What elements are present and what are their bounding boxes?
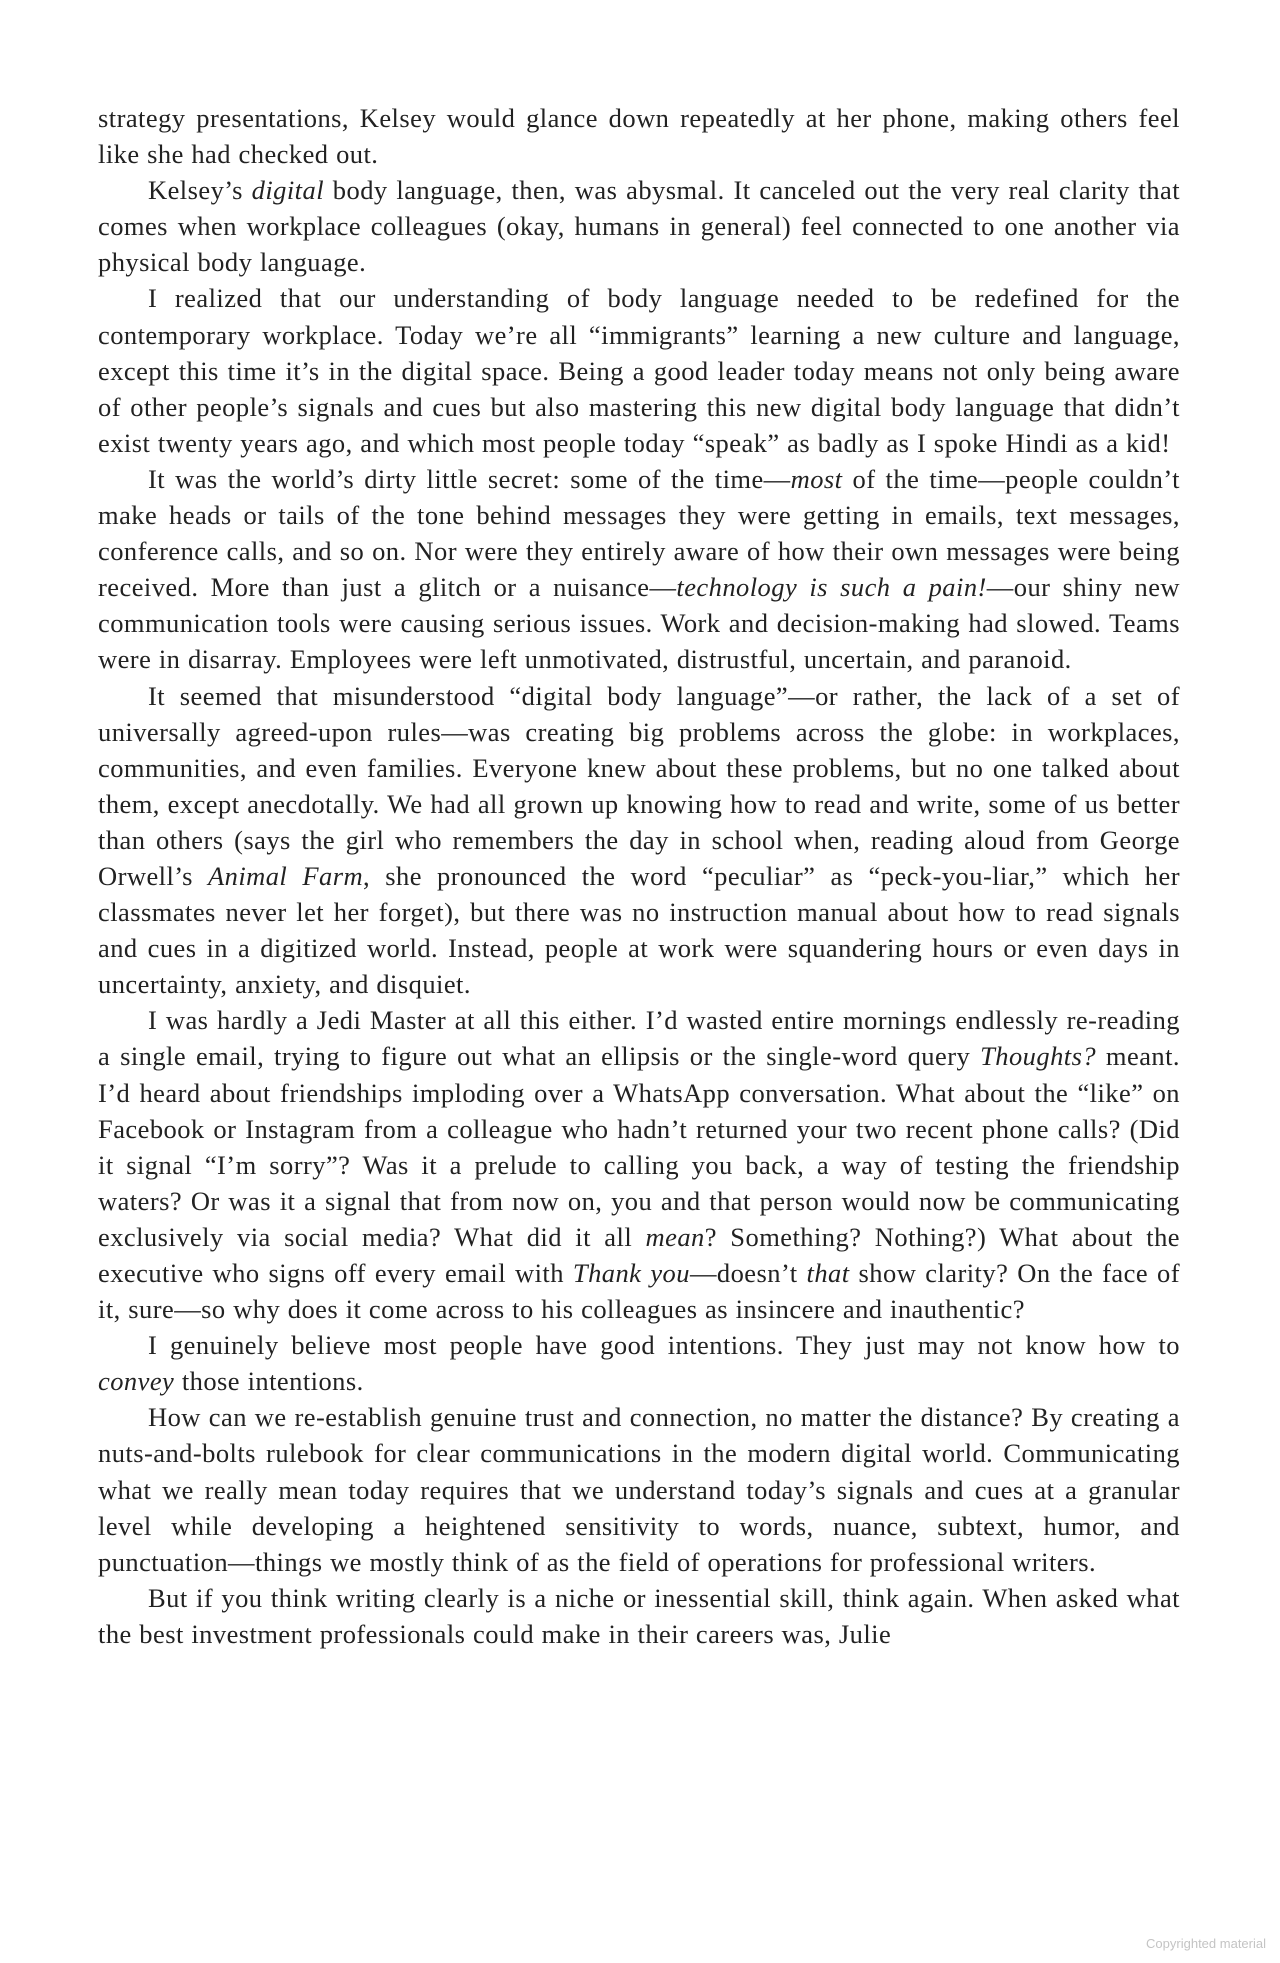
text-run: It seemed that misunderstood “digital body language”—or rather, the lack of a set of universally agreed-upon rules—was creating big problems across the globe: in workplaces, communities, and even families. Everyone knew about these problems, but no one talked about them, except anecdotally. We had all grown up knowing how to read and write, some of us better than others (says the girl who remembers the day in school when, reading aloud from George Orwell’s [98,680,1180,891]
text-run: It was the world’s dirty little secret: some of the time— [148,463,791,494]
text-run: Kelsey’s [148,175,252,206]
text-run: , she pronounced the word “peculiar” as “peck-you-liar,” which her classmates never let her forget), but there was no instruction manual about how to read signals and cues in a digitized world. Instead, people at work were squandering hours or even days in uncertainty, anxiety, and disquiet. [98,860,1180,1000]
italic-run: convey [98,1366,175,1397]
paragraph-5 [98,678,1180,1003]
italic-run: most [790,463,843,494]
text-run: —our shiny new communication tools were causing serious issues. Work and decision-making had slowed. Teams were in disarray. Employees were left unmotivated, distrustful, uncertain, and paranoid. [98,572,1180,675]
paragraph-9 [98,1580,1180,1652]
italic-run: digital [251,175,325,206]
text-run: of the time—people couldn’t make heads or tails of the tone behind messages they were getting in emails, text messages, conference calls, and so on. Nor were they entirely aware of how their own messages were being received. More than just a glitch or a nuisance— [98,463,1180,603]
text-run: I was hardly a Jedi Master at all this either. I’d wasted entire mornings endlessly re-reading a single email, trying to figure out what an ellipsis or the single-word query [98,1005,1180,1072]
italic-run: Animal Farm [207,860,364,891]
page-body [98,100,1180,1652]
text-run: meant. I’d heard about friendships imploding over a WhatsApp conversation. What about the “like” on Facebook or Instagram from a colleague who hadn’t returned your two recent phone calls? (Did it signal “I’m sorry”? Was it a prelude to calling you back, a way of testing the friendship waters? Or was it a signal that from now on, you and that person would now be communicating exclusively via social media? What did it all [98,1041,1180,1252]
paragraph-4 [98,461,1180,678]
paragraph-8 [98,1399,1180,1579]
italic-run: technology is such a pain! [676,572,987,603]
text-run: body language, then, was abysmal. It canceled out the very real clarity that comes when workplace colleagues (okay, humans in general) feel connected to one another via physical body language. [98,175,1181,278]
italic-run: Thoughts? [980,1041,1097,1072]
italic-run: Thank you [572,1258,690,1288]
paragraph-2 [98,172,1180,280]
text-run: ? Something? Nothing?) What about the executive who signs off every email with [98,1221,1180,1288]
italic-run: mean [645,1221,705,1252]
text-run: I genuinely believe most people have good intentions. They just may not know how to [148,1330,1180,1361]
text-run: strategy presentations, Kelsey would glance down repeatedly at her phone, making others feel like she had checked out. [98,103,1180,170]
italic-run: that [806,1258,850,1288]
text-run: How can we re-establish genuine trust and connection, no matter the distance? By creating a nuts-and-bolts rulebook for clear communications in the modern digital world. Communicating what we really mean today requires that we understand today’s signals and cues at a granular level while developing a heightened sensitivity to words, nuance, subtext, humor, and punctuation—things we mostly think of as the field of operations for professional writers. [98,1402,1180,1577]
copyright-watermark: Copyrighted material [1146,1936,1266,1951]
paragraph-3 [98,280,1180,460]
text-run: show clarity? On the face of it, sure—so why does it come across to his colleagues as insincere and inauthentic? [98,1258,1180,1325]
paragraph-7 [98,1327,1180,1399]
text-run: those intentions. [174,1366,364,1397]
text-run: But if you think writing clearly is a niche or inessential skill, think again. When asked what the best investment professionals could make in their careers was, Julie [98,1582,1180,1649]
text-run: I realized that our understanding of body language needed to be redefined for the contemporary workplace. Today we’re all “immigrants” learning a new culture and language, except this time it’s in the digital space. Being a good leader today means not only being aware of other people’s signals and cues but also mastering this new digital body language that didn’t exist twenty years ago, and which most people today “speak” as badly as I spoke Hindi as a kid! [98,283,1180,458]
paragraph-6 [98,1002,1180,1327]
paragraph-1 [98,100,1180,172]
text-run: —doesn’t [689,1258,807,1288]
